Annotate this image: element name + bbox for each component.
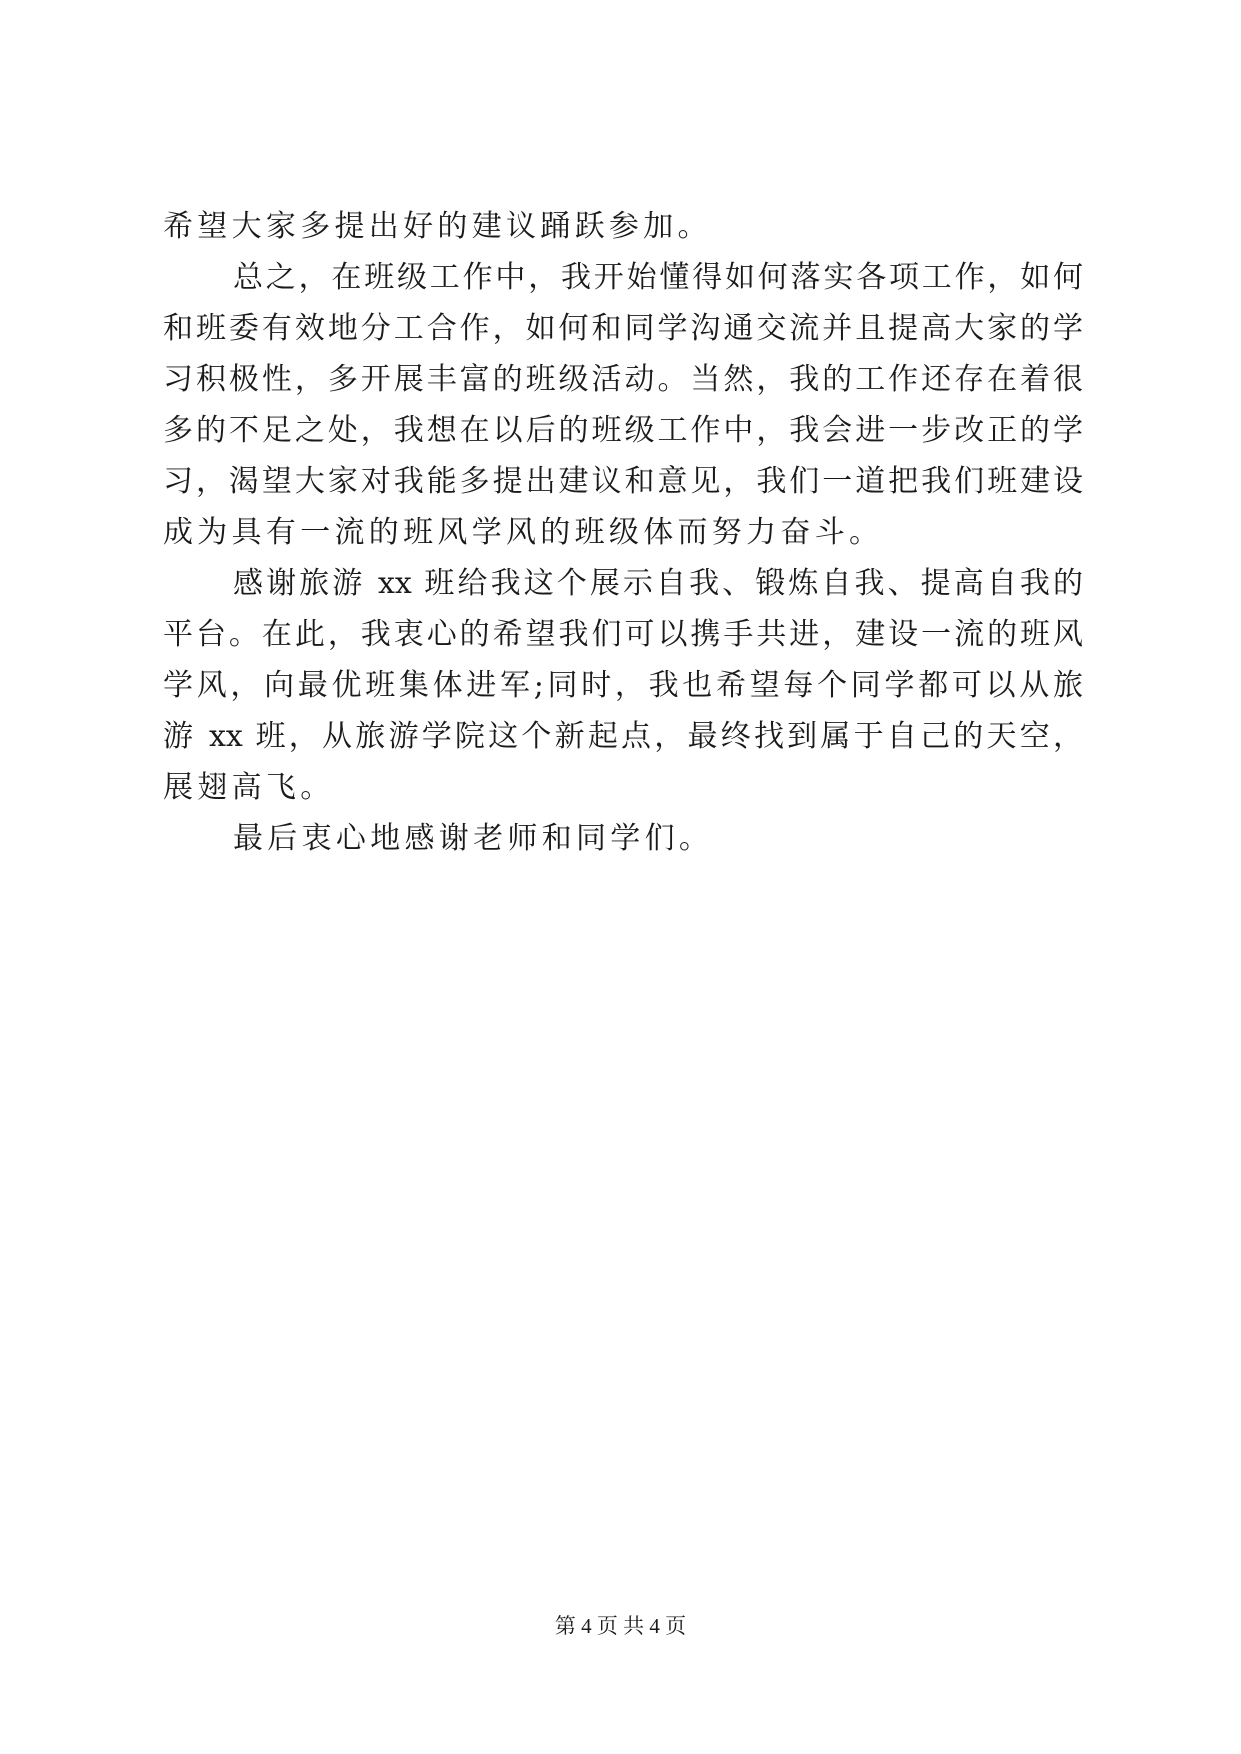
text-line: 最后衷心地感谢老师和同学们。 <box>233 821 714 856</box>
text-line: 习积极性，多开展丰富的班级活动。当然，我的工作还存在着很 <box>163 362 1083 397</box>
text-line: 多的不足之处，我想在以后的班级工作中，我会进一步改正的学 <box>163 413 1083 448</box>
text-line: 平台。在此，我衷心的希望我们可以携手共进，建设一流的班风 <box>163 617 1083 652</box>
page-number-footer: 第 4 页 共 4 页 <box>554 1614 687 1638</box>
text-line: 展翅高飞。 <box>163 770 335 805</box>
text-line: 学风，向最优班集体进军;同时，我也希望每个同学都可以从旅 <box>163 668 1083 703</box>
text-line: 感谢旅游 xx 班给我这个展示自我、锻炼自我、提高自我的 <box>233 566 1083 601</box>
document-body <box>163 201 1083 864</box>
text-line: 习，渴望大家对我能多提出建议和意见，我们一道把我们班建设 <box>163 464 1083 499</box>
text-line: 游 xx 班，从旅游学院这个新起点，最终找到属于自己的天空， <box>163 719 1083 754</box>
text-line: 希望大家多提出好的建议踊跃参加。 <box>163 209 712 244</box>
text-line: 总之，在班级工作中，我开始懂得如何落实各项工作，如何 <box>233 260 1083 295</box>
text-line: 和班委有效地分工合作，如何和同学沟通交流并且提高大家的学 <box>163 311 1083 346</box>
text-line: 成为具有一流的班风学风的班级体而努力奋斗。 <box>163 515 884 550</box>
